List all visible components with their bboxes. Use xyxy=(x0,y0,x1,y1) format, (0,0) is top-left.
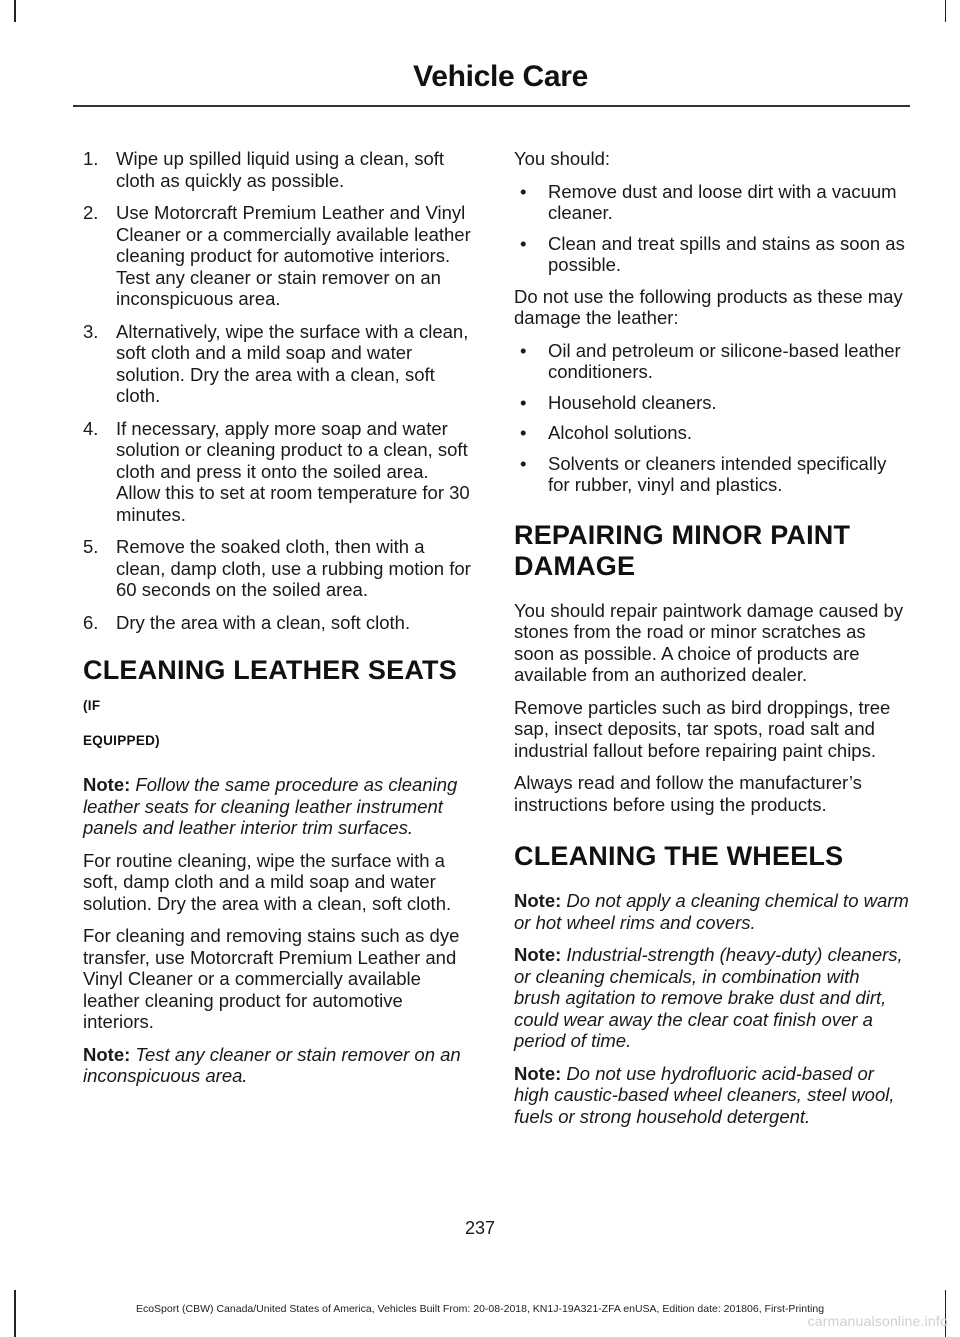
step-text: If necessary, apply more soap and water solution or cleaning product to a clean, soft cloth and press it onto the soiled area. Allow this to set at room temperature for 30 minutes. xyxy=(116,417,470,525)
body-paragraph: Remove particles such as bird droppings, tree sap, insect deposits, tar spots, road salt and industrial fallout before repairing paint chips. xyxy=(514,696,891,761)
bullet-icon: • xyxy=(520,339,527,361)
heading-qualifier: (IF xyxy=(83,698,101,713)
list-item xyxy=(514,392,910,414)
cleaning-steps-list xyxy=(83,148,475,633)
step-number: 3. xyxy=(83,320,99,342)
bullet-icon: • xyxy=(520,391,527,413)
list-item-text: Remove dust and loose dirt with a vacuum cleaner. xyxy=(548,180,897,223)
crop-mark-top-left xyxy=(14,0,16,22)
list-item xyxy=(514,453,910,496)
heading-qualifier-continued: EQUIPPED) xyxy=(83,733,160,748)
note-label: Note: xyxy=(83,1043,131,1065)
section-heading-leather-seats xyxy=(83,655,475,756)
body-paragraph: You should repair paintwork damage caused by stones from the road or minor scratches as soon as possible. A choice of products are available from an authorized dealer. xyxy=(514,599,904,685)
note-paragraph xyxy=(514,890,910,933)
step-text: Dry the area with a clean, soft cloth. xyxy=(116,611,411,633)
note-paragraph xyxy=(514,944,910,1052)
note-text: Do not apply a cleaning chemical to warm or hot wheel rims and covers. xyxy=(514,890,909,933)
note-paragraph xyxy=(83,774,475,839)
list-item xyxy=(83,148,475,191)
body-paragraph: You should: xyxy=(514,148,611,169)
note-text: Industrial-strength (heavy-duty) cleaners, or cleaning chemicals, in combination with brush agitation to remove brake dust and dirt, could wear away the clear coat finish over a period of time. xyxy=(514,944,903,1051)
bullet-icon: • xyxy=(520,452,527,474)
page-title: Vehicle Care xyxy=(413,60,588,93)
note-label: Note: xyxy=(83,774,131,795)
step-text: Wipe up spilled liquid using a clean, soft cloth as quickly as possible. xyxy=(116,148,445,191)
list-item-text: Alcohol solutions. xyxy=(548,422,692,443)
heading-text: CLEANING LEATHER SEATS xyxy=(83,655,457,685)
should-list xyxy=(514,181,910,276)
left-column xyxy=(83,148,475,1098)
avoid-list xyxy=(514,340,910,496)
step-number: 1. xyxy=(83,148,99,169)
list-item xyxy=(83,321,475,407)
step-number: 5. xyxy=(83,536,99,557)
step-number: 6. xyxy=(83,611,99,633)
body-paragraph: Do not use the following products as these may damage the leather: xyxy=(514,285,903,328)
bullet-icon: • xyxy=(520,422,527,443)
bullet-icon: • xyxy=(520,232,527,254)
list-item-text: Solvents or cleaners intended specifically for rubber, vinyl and plastics. xyxy=(548,452,887,495)
list-item-text: Household cleaners. xyxy=(548,391,717,413)
section-heading-wheels: CLEANING THE WHEELS xyxy=(514,841,844,871)
step-text: Alternatively, wipe the surface with a clean, soft cloth and a mild soap and water solution. Dry the area with a clean, soft cloth. xyxy=(116,320,469,406)
header-divider xyxy=(73,105,910,107)
right-column xyxy=(514,148,910,1138)
list-item xyxy=(514,422,910,444)
body-paragraph: Always read and follow the manufacturer’s instructions before using the products. xyxy=(514,772,862,815)
note-paragraph xyxy=(514,1063,910,1128)
bullet-icon: • xyxy=(520,180,527,202)
step-number: 2. xyxy=(83,202,99,223)
list-item-text: Clean and treat spills and stains as soon as possible. xyxy=(548,232,905,275)
body-paragraph: For cleaning and removing stains such as dye transfer, use Motorcraft Premium Leather and Vinyl Cleaner or a commercially available leather cleaning product for automotive interiors. xyxy=(83,925,460,1032)
step-text: Use Motorcraft Premium Leather and Vinyl Cleaner or a commercially available leather cleaning product for automotive interiors. Test any cleaner or stain remover on an inconspicuous area. xyxy=(116,202,471,309)
list-item xyxy=(83,536,475,601)
note-text: Follow the same procedure as cleaning leather seats for cleaning leather instrument panels and leather interior trim surfaces. xyxy=(83,774,458,838)
step-number: 4. xyxy=(83,417,99,439)
list-item-text: Oil and petroleum or silicone-based leather conditioners. xyxy=(548,339,901,382)
page-number: 237 xyxy=(464,1218,496,1238)
step-text: Remove the soaked cloth, then with a clean, damp cloth, use a rubbing motion for 60 seconds on the soiled area. xyxy=(116,536,471,600)
list-item xyxy=(83,202,475,310)
body-paragraph: For routine cleaning, wipe the surface with a soft, damp cloth and a mild soap and water solution. Dry the area with a clean, soft cloth. xyxy=(83,849,452,914)
footer-text: EcoSport (CBW) Canada/United States of America, Vehicles Built From: 20-08-2018, KN1J-19A321-ZFA enUSA, Edition date: 201806, First-Printing xyxy=(135,1303,825,1315)
note-label: Note: xyxy=(514,1062,562,1084)
note-paragraph xyxy=(83,1044,475,1087)
watermark: carmanualsonline.info xyxy=(807,1313,948,1329)
crop-mark-top-right xyxy=(945,0,947,22)
list-item xyxy=(514,233,910,276)
list-item xyxy=(83,612,475,634)
note-text: Test any cleaner or stain remover on an inconspicuous area. xyxy=(83,1043,461,1086)
note-label: Note: xyxy=(514,944,562,965)
list-item xyxy=(514,181,910,224)
section-heading-paint-damage: REPAIRING MINOR PAINT DAMAGE xyxy=(514,519,851,581)
list-item xyxy=(83,418,475,526)
note-label: Note: xyxy=(514,890,562,911)
list-item xyxy=(514,340,910,383)
note-text: Do not use hydrofluoric acid-based or high caustic-based wheel cleaners, steel wool, fuels or strong household detergent. xyxy=(514,1062,895,1127)
